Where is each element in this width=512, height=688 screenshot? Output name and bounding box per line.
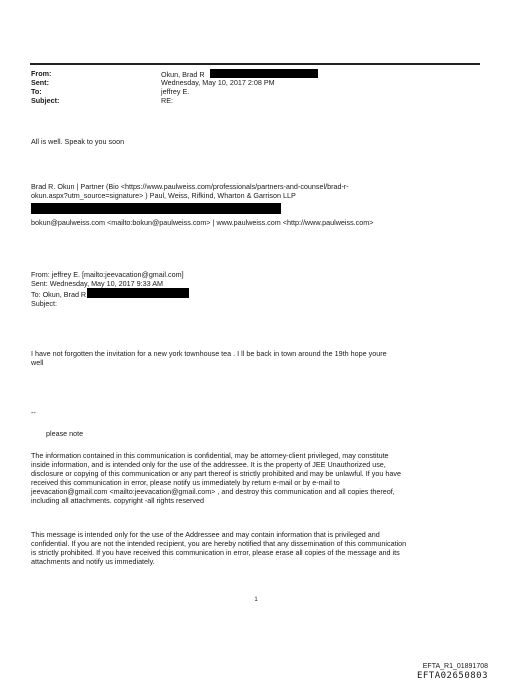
email-header [31,69,481,105]
disclaimer-1-line-2: inside information, and is intended only for the use of the addressee. It is the property of JEE Unauthorized use, [31,460,386,469]
subject-label: Subject: [31,96,60,105]
sent-row [31,78,481,87]
disclaimer-1-line-3: disclosure or copying of this communication or any part thereof is strictly prohibited and may be unlawful. If you have [31,469,401,478]
signature-line-4: bokun@paulweiss.com <mailto:bokun@paulweiss.com> | www.paulweiss.com <http://www.paulweiss.com> [31,218,374,227]
original-body-line-2: well [31,358,44,367]
from-name: Okun, Brad R [161,70,205,79]
disclaimer-2-line-1: This message is intended only for the use of the Addressee and may contain information that is privileged and [31,530,380,539]
header-divider [30,63,480,65]
disclaimer-paragraph-2 [31,530,481,566]
redaction-box [87,288,189,298]
to-row [31,87,481,96]
signature-separator: -- [31,408,36,417]
quoted-header [31,270,481,308]
disclaimer-2-line-3: is strictly prohibited. If you have received this communication in error, please erase all copies of the message and its [31,548,400,557]
original-body-line-1: I have not forgotten the invitation for a new york townhouse tea . I ll be back in town around the 19th hope youre [31,349,387,358]
disclaimer-1-line-5: jeevacation@gmail.com <mailto:jeevacation@gmail.com> , and destroy this communication and all copies thereof, [31,487,395,496]
bates-number-small: EFTA_R1_01891708 [422,663,488,670]
sent-label: Sent: [31,78,49,87]
page-number: 1 [254,597,258,603]
quoted-to [31,288,481,299]
quoted-sent: Sent: Wednesday, May 10, 2017 9:33 AM [31,279,163,288]
bates-number-large: EFTA02650803 [416,671,488,681]
disclaimer-paragraph-1 [31,451,481,505]
signature-line-1: Brad R. Okun | Partner (Bio <https://www.paulweiss.com/professionals/partners-and-counsel/brad-r- [31,182,349,191]
to-value: jeffrey E. [161,87,190,96]
disclaimer-1-line-1: The information contained in this communication is confidential, may be attorney-client privileged, may constitute [31,451,389,460]
disclaimer-1-line-4: received this communication in error, please notify us immediately by return e-mail or by e-mail to [31,478,340,487]
signature-redacted-line [31,203,481,215]
quoted-from: From: jeffrey E. [mailto:jeevacation@gmail.com] [31,270,184,279]
please-note: please note [46,429,84,438]
redaction-box [210,69,318,78]
disclaimer-1-line-6: including all attachments. copyright -all rights reserved [31,496,204,505]
original-message-body [31,349,481,367]
disclaimer-2-line-2: confidential. If you are not the intended recipient, you are hereby notified that any dissemination of this communication [31,539,407,548]
signature-line-2: okun.aspx?utm_source=signature> ) Paul, Weiss, Rifkind, Wharton & Garrison LLP [31,191,296,200]
subject-value: RE: [161,96,173,105]
subject-row [31,96,481,105]
quoted-to-text: To: Okun, Brad R [31,290,87,299]
sent-value: Wednesday, May 10, 2017 2:08 PM [161,78,275,87]
from-label: From: [31,69,52,78]
to-label: To: [31,87,42,96]
redaction-box [31,203,281,214]
quoted-subject: Subject: [31,299,57,308]
signature-block [31,182,481,227]
disclaimer-2-line-4: attachments and notify us immediately. [31,557,155,566]
reply-body: All is well. Speak to you soon [31,137,125,146]
from-row [31,69,481,78]
